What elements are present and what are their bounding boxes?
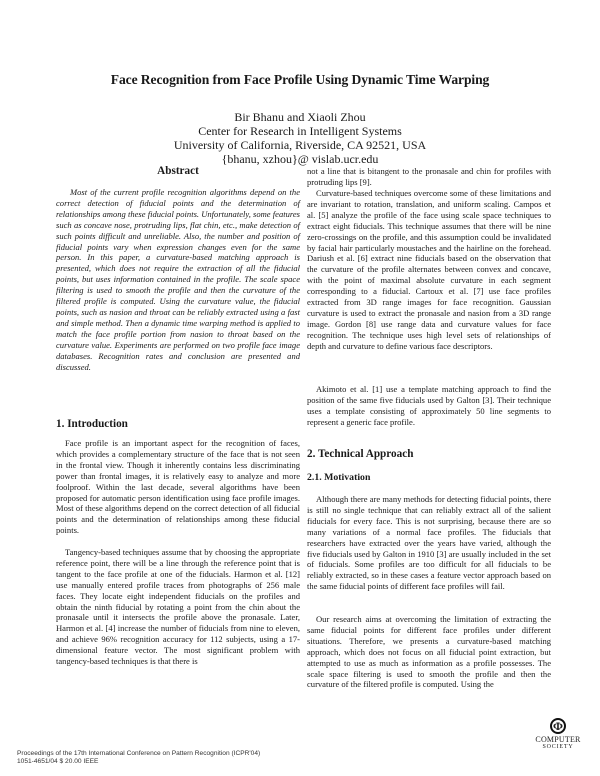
technical-approach-heading: 2. Technical Approach bbox=[307, 448, 414, 460]
abstract-text: Most of the current profile recognition algorithms depend on the correct detection of fiducial points and the determination of relationships among these fiducial points. Unfortunately, some features such as concave nose, protruding lips, flat chin, etc., make detection of such points difficult and unreliable. Also, the number and position of fiducial points vary when expression changes even for the same person. In this paper, a curvature-based matching approach is presented, which does not require the extraction of all the fiducial points, but uses information contained in the profile. The scale space filtering is used to smooth the profile and then the curvature of the filtered profile is computed. Using the curvature value, the fiducial points, such as nasion and throat can be reliably extracted using a fast and simple method. Then a dynamic time warping method is applied to match the face profile portion from nasion to throat based on the curvature value. Experiments are performed on two profile face image databases. Recognition rates and conclusion are presented and discussed. bbox=[56, 187, 300, 372]
related-work-paragraph-1: Curvature-based techniques overcome some of these limitations and are invariant to rotation, translation, and uniform scaling. Campos et al. [5] analyze the profile of the face using scale space techniques to extract eight fiducials. This technique assumes that there will be nine zero-crossings on the profile, and this assumption could be invalidated by facial hair particularly moustaches and the hairline on the forehead. Dariush et al. [6] extract nine fiducials based on the observation that the curvature of the profile alternates between convex and concave, with the point of maximal absolute curvature in each segment corresponding to a fiducial. Cartoux et al. [7] use face profiles extracted from 3D range images for face recognition. Gaussian curvature is used to extract the pronasale and nasion from a 3D range image. Gordon [8] use range data and curvature values for face recognition. The technique uses high level sets of relationships of depth and curvature to define various face descriptors. bbox=[307, 188, 551, 351]
related-work-paragraph-2: Akimoto et al. [1] use a template matching approach to find the position of the same five fiducials used by Galton [3]. Their technique uses a template consisting of approximately 50 line segments to represent a generic face profile. bbox=[307, 384, 551, 427]
abstract-heading: Abstract bbox=[157, 165, 199, 177]
affiliation-center: Center for Research in Intelligent Systems bbox=[198, 124, 402, 138]
paper-title: Face Recognition from Face Profile Using Dynamic Time Warping bbox=[110, 72, 490, 87]
continued-paragraph: not a line that is bitangent to the pronasale and chin for profiles with protruding lips [9]. bbox=[307, 166, 551, 187]
computer-society-logo bbox=[533, 718, 583, 751]
motivation-paragraph-2: Our research aims at overcoming the limitation of extracting the same fiducial points for different face profiles under different situations. Therefore, we presents a curvature-based matching approach, which does not focus on all fiducial point extraction, but attempted to use as much as information as a profile possesses. The scale space filtering is used to smooth the profile and then the curvature of the filtered profile is computed. Using the bbox=[307, 614, 551, 690]
logo-line-society: SOCIETY bbox=[542, 744, 574, 750]
footer-issn: 1051-4651/04 $ 20.00 IEEE bbox=[17, 758, 99, 766]
introduction-heading: 1. Introduction bbox=[56, 418, 128, 430]
affiliation-university: University of California, Riverside, CA 92521, USA bbox=[173, 138, 427, 152]
logo-line-computer: COMPUTER bbox=[535, 735, 581, 744]
author-email: {bhanu, xzhou}@ vislab.ucr.edu bbox=[221, 152, 379, 166]
motivation-paragraph-1: Although there are many methods for detecting fiducial points, there is still no single technique that can reliably extract all of the salient fiducials for every face. This is not surprising, because there are so many variations of a normal face profiles. The fiducials that researchers have extracted over the years have varied, although the five fiducials used by Galton in 1910 [3] are usually included in the set of fiducials. Some profiles are too difficult for all fiducials to be reliably extracted, so in these cases a feature vector approach based on the same fiducial points of different face profiles will fail. bbox=[307, 494, 551, 592]
intro-paragraph-2: Tangency-based techniques assume that by choosing the appropriate reference point, there will be a line through the reference point that is tangent to the face profile at one of the fiducials. Harmon et al. [12] use manually entered profile traces from photographs of 256 male faces. They locate eight independent fiducials on the profiles and obtain the ninth fiducial by rotating a point from the chin about the pronasale until it intersects the profile above the pronasale. Later, Harmon et al. [4] increase the number of fiducials from nine to eleven, and achieve 96% recognition accuracy for 112 subjects, using a 17-dimensional feature vector. The most significant problem with tangency-based techniques is that there is bbox=[56, 547, 300, 667]
ieee-computer-society-icon: Φ bbox=[550, 718, 566, 734]
author-block bbox=[0, 110, 600, 166]
footer bbox=[17, 750, 260, 766]
footer-proceedings: Proceedings of the 17th International Conference on Pattern Recognition (ICPR'04) bbox=[17, 750, 261, 757]
intro-paragraph-1: Face profile is an important aspect for the recognition of faces, which provides a complementary structure of the face that is not seen in the frontal view. Though it inherently contains less discriminating power than frontal images, it is relatively easy to analyze and more foolproof. Within the last decade, several algorithms have been proposed for automatic person identification using face profile images. Most of these algorithms depend on the correct detection of all fiducial points and the determination of relationships among these fiducial points. bbox=[56, 438, 300, 536]
motivation-subheading: 2.1. Motivation bbox=[307, 472, 371, 483]
authors: Bir Bhanu and Xiaoli Zhou bbox=[234, 110, 366, 124]
